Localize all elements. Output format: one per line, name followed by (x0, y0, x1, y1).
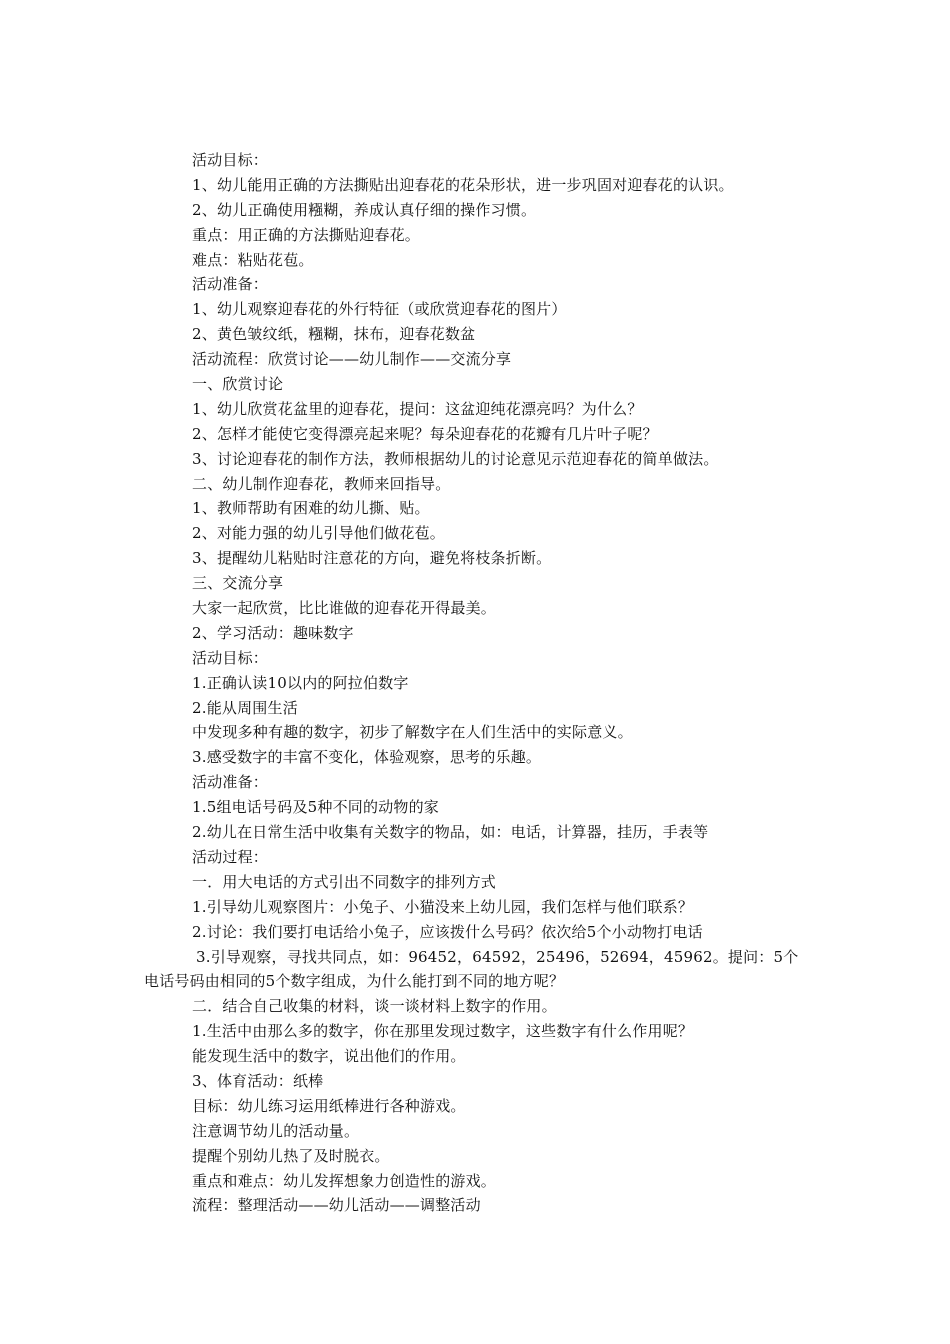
text-line: 难点：粘贴花苞。 (192, 250, 314, 269)
text-line: 2、幼儿正确使用糨糊，养成认真仔细的操作习惯。 (192, 200, 537, 219)
text-line: 活动准备： (192, 275, 269, 294)
text-line: 2.能从周围生活 (192, 698, 298, 717)
text-line: 中发现多种有趣的数字，初步了解数字在人们生活中的实际意义。 (192, 723, 633, 742)
text-line: 活动过程： (192, 847, 269, 866)
text-line: 活动目标： (192, 151, 269, 169)
text-line: 一．用大电话的方式引出不同数字的排列方式 (192, 872, 497, 891)
text-line: 1.5组电话号码及5种不同的动物的家 (192, 798, 439, 817)
wrapped-paragraph (144, 945, 824, 995)
text-line: 2.讨论：我们要打电话给小兔子，应该拨什么号码？依次给5个小动物打电话 (192, 922, 703, 941)
text-line: 1.生活中由那么多的数字，你在那里发现过数字，这些数字有什么作用呢？ (192, 1022, 694, 1041)
text-line: 能发现生活中的数字，说出他们的作用。 (192, 1047, 466, 1066)
text-line: 注意调节幼儿的活动量。 (192, 1121, 360, 1140)
text-line: 电话号码由相同的5个数字组成，为什么能打到不同的地方呢？ (144, 972, 565, 991)
text-line: 2、学习活动：趣味数字 (192, 623, 354, 642)
text-line: 大家一起欣赏，比比谁做的迎春花开得最美。 (192, 599, 497, 618)
text-line: 一、欣赏讨论 (192, 375, 284, 394)
text-line: 1.引导幼儿观察图片：小兔子、小猫没来上幼儿园，我们怎样与他们联系？ (192, 897, 694, 916)
text-line: 二．结合自己收集的材料，谈一谈材料上数字的作用。 (192, 997, 557, 1016)
document-body (144, 148, 832, 1218)
text-line: 2、对能力强的幼儿引导他们做花苞。 (192, 524, 445, 543)
text-line: 活动准备： (192, 773, 269, 792)
text-line: 提醒个别幼儿热了及时脱衣。 (192, 1146, 390, 1165)
text-line: 1、教师帮助有困难的幼儿撕、贴。 (192, 499, 430, 518)
text-line: 2.幼儿在日常生活中收集有关数字的物品，如：电话，计算器，挂历，手表等 (192, 823, 709, 842)
text-line: 1、幼儿能用正确的方法撕贴出迎春花的花朵形状，进一步巩固对迎春花的认识。 (192, 175, 734, 194)
text-line: 3、提醒幼儿粘贴时注意花的方向，避免将枝条折断。 (192, 549, 552, 568)
text-line: 三、交流分享 (192, 574, 284, 593)
text-line: 3、讨论迎春花的制作方法，教师根据幼儿的讨论意见示范迎春花的简单做法。 (192, 449, 719, 468)
text-line: 3.感受数字的丰富不变化，体验观察，思考的乐趣。 (192, 748, 542, 767)
text-line: 活动流程：欣赏讨论——幼儿制作——交流分享 (192, 350, 512, 369)
text-line: 流程：整理活动——幼儿活动——调整活动 (192, 1196, 481, 1215)
text-line: 2、黄色皱纹纸，糨糊，抹布，迎春花数盆 (192, 325, 476, 344)
text-line: 重点：用正确的方法撕贴迎春花。 (192, 225, 421, 244)
text-line: 1、幼儿欣赏花盆里的迎春花，提问：这盆迎纯花漂亮吗？为什么？ (192, 399, 643, 418)
text-line: 2、怎样才能使它变得漂亮起来呢？每朵迎春花的花瓣有几片叶子呢？ (192, 424, 658, 443)
text-line: 3、体育活动：纸棒 (192, 1071, 324, 1090)
text-line: 目标：幼儿练习运用纸棒进行各种游戏。 (192, 1096, 466, 1115)
text-line: 重点和难点：幼儿发挥想象力创造性的游戏。 (192, 1171, 497, 1190)
text-line: 1.正确认读10以内的阿拉伯数字 (192, 673, 409, 692)
text-line: 二、幼儿制作迎春花，教师来回指导。 (192, 474, 451, 493)
text-line: 活动目标： (192, 648, 269, 667)
text-line: 3.引导观察，寻找共同点，如：96452，64592，25496，52694，45962。提问：5个 (196, 947, 799, 966)
text-line: 1、幼儿观察迎春花的外行特征（或欣赏迎春花的图片） (192, 300, 567, 319)
